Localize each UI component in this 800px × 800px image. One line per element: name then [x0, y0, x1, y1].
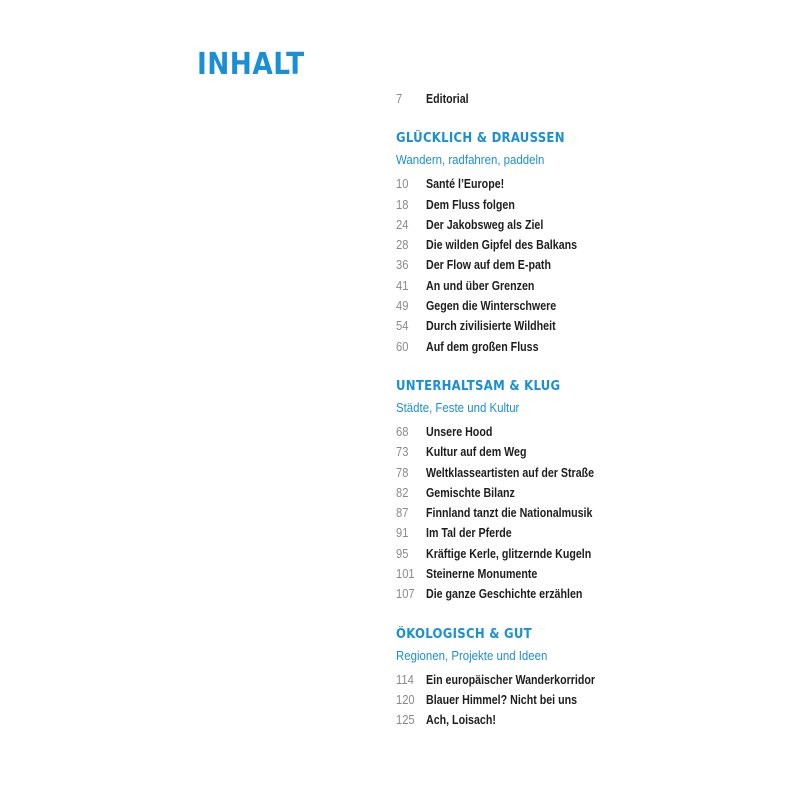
toc-entry-title: Im Tal der Pferde [426, 525, 512, 541]
toc-entry-page-number: 49 [396, 298, 409, 314]
toc-entry-title: Finnland tanzt die Nationalmusik [426, 505, 593, 521]
toc-entry-page-number: 60 [396, 338, 409, 354]
toc-entry-page-number: 91 [396, 525, 409, 541]
toc-entry-page-number: 95 [396, 545, 409, 561]
toc-entry-title: Der Flow auf dem E-path [426, 257, 551, 273]
toc-entry[interactable] [396, 255, 776, 275]
section-title: GLÜCKLICH & DRAUSSEN [396, 131, 565, 147]
toc-entry[interactable] [396, 564, 776, 584]
toc-entry-page-number: 10 [396, 176, 409, 192]
toc-entry-title: Kräftige Kerle, glitzernde Kugeln [426, 545, 592, 561]
toc-entry-title: Die wilden Gipfel des Balkans [426, 237, 578, 253]
toc-entry-title: Weltklasseartisten auf der Straße [426, 464, 595, 480]
toc-entry[interactable] [396, 483, 776, 503]
toc-entry-page-number: 24 [396, 216, 409, 232]
toc-entry-page-number: 41 [396, 277, 409, 293]
toc-entry-title: Ein europäischer Wanderkorridor [426, 671, 596, 687]
section-subtitle: Wandern, radfahren, paddeln [396, 152, 545, 168]
toc-entry-page-number: 7 [396, 91, 403, 106]
toc-entry-title: Kultur auf dem Weg [426, 444, 527, 460]
toc-entry-title: An und über Grenzen [426, 277, 535, 293]
toc-entry-page-number: 68 [396, 423, 409, 439]
toc-entry-page-number: 73 [396, 444, 409, 460]
toc-entry-page-number: 82 [396, 484, 409, 500]
toc-entry[interactable] [396, 690, 776, 710]
toc-entry[interactable] [396, 195, 776, 215]
toc-entry-title: Gemischte Bilanz [426, 484, 515, 500]
toc-entry-title: Dem Fluss folgen [426, 196, 515, 212]
toc-section-oekologisch-gut [396, 624, 776, 731]
toc-entry-page-number: 54 [396, 318, 409, 334]
section-subtitle: Städte, Feste und Kultur [396, 399, 520, 415]
toc-entry-page-number: 28 [396, 237, 409, 253]
toc-entry-page-number: 125 [396, 712, 415, 728]
toc-entry-page-number: 36 [396, 257, 409, 273]
toc-entry[interactable] [396, 235, 776, 255]
toc-entry-page-number: 78 [396, 464, 409, 480]
page-title: INHALT [197, 47, 305, 82]
toc-entry-title: Durch zivilisierte Wildheit [426, 318, 556, 334]
toc-entry-title: Gegen die Winterschwere [426, 298, 557, 314]
toc-entry[interactable] [396, 523, 776, 543]
toc-entry-title: Blauer Himmel? Nicht bei uns [426, 691, 578, 707]
toc-entry-title: Editorial [426, 91, 469, 106]
toc-entry-title: Steinerne Monumente [426, 566, 538, 582]
toc-entry[interactable] [396, 316, 776, 336]
section-title: ÖKOLOGISCH & GUT [396, 626, 532, 642]
toc-entry[interactable] [396, 174, 776, 194]
toc-entry-title: Der Jakobsweg als Ziel [426, 216, 544, 232]
toc-entry[interactable] [396, 670, 776, 690]
toc-entry-page-number: 107 [396, 586, 415, 602]
toc-entry[interactable] [396, 463, 776, 483]
toc-entry[interactable] [396, 584, 776, 604]
toc-entry-page-number: 101 [396, 566, 415, 582]
toc-entry[interactable] [396, 442, 776, 462]
toc-entry[interactable] [396, 296, 776, 316]
toc-entry[interactable] [396, 710, 776, 730]
toc-entry-page-number: 114 [396, 671, 414, 687]
toc-entry[interactable] [396, 337, 776, 357]
toc-entry-title: Ach, Loisach! [426, 712, 496, 728]
toc-entry[interactable] [396, 276, 776, 296]
toc-entry[interactable] [396, 422, 776, 442]
table-of-contents [396, 89, 776, 731]
toc-section-unterhaltsam-klug [396, 376, 776, 605]
toc-entry-editorial[interactable] [396, 89, 776, 109]
toc-entry-page-number: 87 [396, 505, 409, 521]
toc-entry-title: Die ganze Geschichte erzählen [426, 586, 583, 602]
section-title: UNTERHALTSAM & KLUG [396, 378, 561, 394]
toc-entry-page-number: 18 [396, 196, 409, 212]
toc-entry-title: Auf dem großen Fluss [426, 338, 539, 354]
toc-entry[interactable] [396, 544, 776, 564]
toc-entry-title: Santé l’Europe! [426, 176, 505, 192]
toc-entry-page-number: 120 [396, 691, 415, 707]
toc-entry[interactable] [396, 503, 776, 523]
section-subtitle: Regionen, Projekte und Ideen [396, 647, 548, 663]
toc-section-gluecklich-draussen [396, 128, 776, 357]
toc-entry[interactable] [396, 215, 776, 235]
toc-entry-title: Unsere Hood [426, 423, 493, 439]
